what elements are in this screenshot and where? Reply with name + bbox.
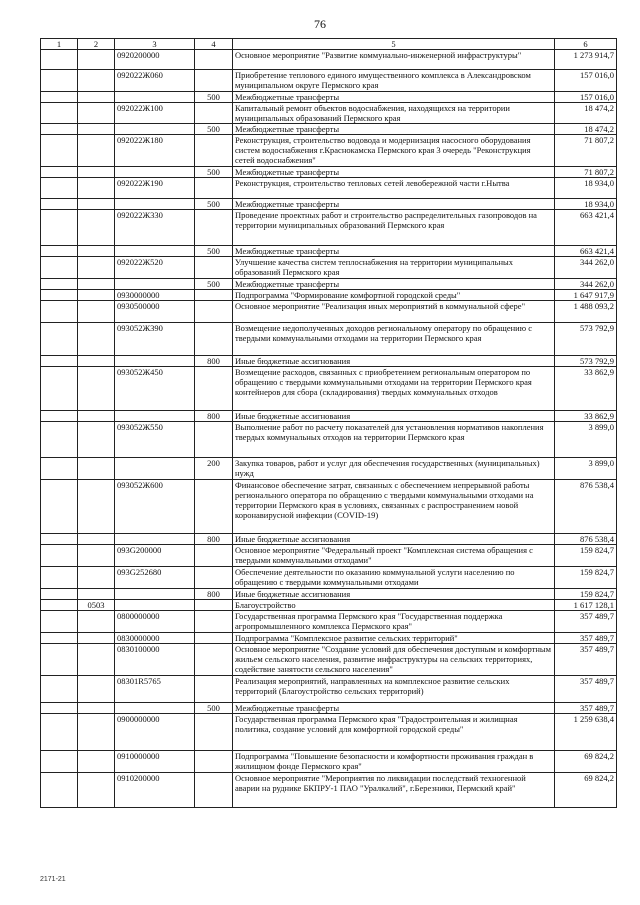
target-article-code (115, 600, 195, 611)
page-number: 76 (314, 17, 326, 31)
subsection-code (78, 480, 115, 534)
table-row (41, 633, 617, 644)
amount: 33 862,9 (555, 411, 617, 422)
amount: 663 421,4 (555, 246, 617, 257)
section-code (41, 714, 78, 751)
subsection-code (78, 178, 115, 199)
item-name: Подпрограмма "Повышение безопасности и комфортности проживания граждан в жилищном фонде Пермского края" (233, 751, 555, 773)
item-name: Межбюджетные трансферты (233, 246, 555, 257)
section-code (41, 356, 78, 367)
item-name: Межбюджетные трансферты (233, 703, 555, 714)
amount: 357 489,7 (555, 644, 617, 676)
subsection-code (78, 773, 115, 808)
amount: 344 262,0 (555, 257, 617, 279)
item-name: Межбюджетные трансферты (233, 167, 555, 178)
table-row (41, 167, 617, 178)
target-article-code: 092022Ж100 (115, 103, 195, 124)
subsection-code (78, 534, 115, 545)
target-article-code (115, 279, 195, 290)
expense-type-code (195, 545, 233, 567)
section-code (41, 50, 78, 70)
item-name: Благоустройство (233, 600, 555, 611)
table-row (41, 611, 617, 633)
subsection-code: 0503 (78, 600, 115, 611)
table-body (41, 50, 617, 808)
subsection-code (78, 545, 115, 567)
subsection-code (78, 290, 115, 301)
item-name: Иные бюджетные ассигнования (233, 589, 555, 600)
amount: 1 259 638,4 (555, 714, 617, 751)
amount: 573 792,9 (555, 356, 617, 367)
target-article-code: 093052Ж390 (115, 323, 195, 356)
amount: 357 489,7 (555, 633, 617, 644)
item-name: Возмещение недополученных доходов региональному оператору по обращению с твердыми коммунальными отходами на территории Пермского края (233, 323, 555, 356)
item-name: Иные бюджетные ассигнования (233, 411, 555, 422)
section-code (41, 422, 78, 458)
item-name: Межбюджетные трансферты (233, 199, 555, 210)
table-row (41, 92, 617, 103)
section-code (41, 70, 78, 92)
item-name: Межбюджетные трансферты (233, 279, 555, 290)
item-name: Реализация мероприятий, направленных на комплексное развитие сельских территорий (Благоустройство сельских территорий) (233, 676, 555, 703)
table-row (41, 323, 617, 356)
target-article-code (115, 458, 195, 480)
section-code (41, 773, 78, 808)
expense-type-code: 500 (195, 124, 233, 135)
table-row (41, 589, 617, 600)
subsection-code (78, 644, 115, 676)
section-code (41, 411, 78, 422)
section-code (41, 703, 78, 714)
expense-type-code (195, 480, 233, 534)
section-code (41, 567, 78, 589)
item-name: Межбюджетные трансферты (233, 92, 555, 103)
expense-type-code (195, 676, 233, 703)
expense-type-code (195, 773, 233, 808)
subsection-code (78, 676, 115, 703)
table-row (41, 103, 617, 124)
section-code (41, 199, 78, 210)
target-article-code: 0920200000 (115, 50, 195, 70)
expense-type-code (195, 290, 233, 301)
subsection-code (78, 135, 115, 167)
section-code (41, 257, 78, 279)
table-row (41, 50, 617, 70)
subsection-code (78, 257, 115, 279)
target-article-code (115, 534, 195, 545)
amount: 157 016,0 (555, 92, 617, 103)
header-col-3: 3 (115, 39, 195, 50)
subsection-code (78, 323, 115, 356)
expense-type-code (195, 714, 233, 751)
table-row (41, 70, 617, 92)
table-row (41, 178, 617, 199)
section-code (41, 644, 78, 676)
expense-type-code: 800 (195, 356, 233, 367)
subsection-code (78, 199, 115, 210)
expense-type-code (195, 103, 233, 124)
expense-type-code (195, 323, 233, 356)
item-name: Обеспечение деятельности по оказанию коммунальной услуги населению по обращению с твердыми коммунальными отходами (233, 567, 555, 589)
section-code (41, 480, 78, 534)
amount: 1 647 917,9 (555, 290, 617, 301)
table-row (41, 480, 617, 534)
subsection-code (78, 246, 115, 257)
target-article-code (115, 167, 195, 178)
table-row (41, 422, 617, 458)
expense-type-code (195, 751, 233, 773)
table-row (41, 676, 617, 703)
expense-type-code (195, 422, 233, 458)
item-name: Финансовое обеспечение затрат, связанных с обеспечением непрерывной работы регионального оператора по обращению с твердыми коммунальными отходами на территории Пермского края в условиях, связанных с распространением новой коронавирусной инфекции (COVID-19) (233, 480, 555, 534)
amount: 357 489,7 (555, 611, 617, 633)
header-col-6: 6 (555, 39, 617, 50)
target-article-code: 093052Ж600 (115, 480, 195, 534)
section-code (41, 534, 78, 545)
section-code (41, 323, 78, 356)
table-row (41, 644, 617, 676)
target-article-code: 0830100000 (115, 644, 195, 676)
amount: 1 617 128,1 (555, 600, 617, 611)
amount: 876 538,4 (555, 480, 617, 534)
subsection-code (78, 411, 115, 422)
subsection-code (78, 751, 115, 773)
section-code (41, 246, 78, 257)
table-row (41, 301, 617, 323)
amount: 663 421,4 (555, 210, 617, 246)
budget-table (40, 38, 617, 808)
table-row (41, 773, 617, 808)
expense-type-code: 500 (195, 199, 233, 210)
table-row (41, 411, 617, 422)
expense-type-code (195, 367, 233, 411)
subsection-code (78, 210, 115, 246)
target-article-code (115, 199, 195, 210)
amount: 157 016,0 (555, 70, 617, 92)
amount: 159 824,7 (555, 545, 617, 567)
subsection-code (78, 50, 115, 70)
item-name: Подпрограмма "Комплексное развитие сельских территорий" (233, 633, 555, 644)
subsection-code (78, 70, 115, 92)
item-name: Государственная программа Пермского края "Государственная поддержка агропромышленного комплекса Пермского края" (233, 611, 555, 633)
subsection-code (78, 124, 115, 135)
subsection-code (78, 458, 115, 480)
expense-type-code: 500 (195, 92, 233, 103)
section-code (41, 676, 78, 703)
expense-type-code (195, 70, 233, 92)
subsection-code (78, 567, 115, 589)
table-row (41, 714, 617, 751)
item-name: Основное мероприятие "Мероприятия по ликвидации последствий техногенной аварии на руднике БКПРУ-1 ПАО "Уралкалий", г.Березники, Пермский край" (233, 773, 555, 808)
table-row (41, 600, 617, 611)
target-article-code (115, 411, 195, 422)
item-name: Иные бюджетные ассигнования (233, 356, 555, 367)
amount: 33 862,9 (555, 367, 617, 411)
subsection-code (78, 633, 115, 644)
header-col-1: 1 (41, 39, 78, 50)
expense-type-code: 800 (195, 534, 233, 545)
subsection-code (78, 356, 115, 367)
expense-type-code (195, 50, 233, 70)
expense-type-code: 200 (195, 458, 233, 480)
table-row (41, 257, 617, 279)
table-row (41, 246, 617, 257)
amount: 18 934,0 (555, 199, 617, 210)
subsection-code (78, 589, 115, 600)
target-article-code: 0930000000 (115, 290, 195, 301)
subsection-code (78, 422, 115, 458)
amount: 357 489,7 (555, 703, 617, 714)
item-name: Межбюджетные трансферты (233, 124, 555, 135)
item-name: Выполнение работ по расчету показателей для установления нормативов накопления твердых коммунальных отходов на территории Пермского края (233, 422, 555, 458)
subsection-code (78, 301, 115, 323)
section-code (41, 600, 78, 611)
section-code (41, 545, 78, 567)
expense-type-code: 800 (195, 411, 233, 422)
section-code (41, 633, 78, 644)
target-article-code: 092022Ж180 (115, 135, 195, 167)
amount: 71 807,2 (555, 167, 617, 178)
amount: 357 489,7 (555, 676, 617, 703)
section-code (41, 301, 78, 323)
amount: 18 474,2 (555, 124, 617, 135)
subsection-code (78, 367, 115, 411)
expense-type-code (195, 135, 233, 167)
target-article-code (115, 92, 195, 103)
expense-type-code: 800 (195, 589, 233, 600)
item-name: Иные бюджетные ассигнования (233, 534, 555, 545)
table-row (41, 124, 617, 135)
section-code (41, 290, 78, 301)
section-code (41, 279, 78, 290)
expense-type-code (195, 644, 233, 676)
target-article-code (115, 246, 195, 257)
section-code (41, 210, 78, 246)
target-article-code: 093052Ж450 (115, 367, 195, 411)
header-col-4: 4 (195, 39, 233, 50)
document-code: 2171-21 (40, 876, 66, 883)
section-code (41, 178, 78, 199)
item-name: Основное мероприятие "Реализация иных мероприятий в коммунальной сфере" (233, 301, 555, 323)
amount: 71 807,2 (555, 135, 617, 167)
table-row (41, 290, 617, 301)
target-article-code: 0910000000 (115, 751, 195, 773)
target-article-code: 093G252680 (115, 567, 195, 589)
expense-type-code (195, 301, 233, 323)
table-row (41, 567, 617, 589)
table-row (41, 545, 617, 567)
target-article-code: 093G200000 (115, 545, 195, 567)
item-name: Основное мероприятие "Развитие коммунально-инженерной инфраструктуры" (233, 50, 555, 70)
amount: 573 792,9 (555, 323, 617, 356)
section-code (41, 92, 78, 103)
amount: 69 824,2 (555, 773, 617, 808)
subsection-code (78, 714, 115, 751)
amount: 1 273 914,7 (555, 50, 617, 70)
target-article-code (115, 589, 195, 600)
section-code (41, 589, 78, 600)
expense-type-code (195, 210, 233, 246)
table-row (41, 703, 617, 714)
expense-type-code (195, 633, 233, 644)
item-name: Государственная программа Пермского края "Градостроительная и жилищная политика, создание условий для комфортной городской среды" (233, 714, 555, 751)
amount: 159 824,7 (555, 567, 617, 589)
target-article-code: 092022Ж330 (115, 210, 195, 246)
expense-type-code: 500 (195, 279, 233, 290)
item-name: Улучшение качества систем теплоснабжения на территории муниципальных образований Пермского края (233, 257, 555, 279)
section-code (41, 751, 78, 773)
table-header-row (41, 39, 617, 50)
amount: 3 899,0 (555, 422, 617, 458)
section-code (41, 103, 78, 124)
amount: 1 488 093,2 (555, 301, 617, 323)
item-name: Проведение проектных работ и строительство распределительных газопроводов на территории муниципальных образований Пермского края (233, 210, 555, 246)
header-col-2: 2 (78, 39, 115, 50)
target-article-code: 08301R5765 (115, 676, 195, 703)
amount: 18 474,2 (555, 103, 617, 124)
subsection-code (78, 167, 115, 178)
table-row (41, 210, 617, 246)
table-row (41, 356, 617, 367)
expense-type-code: 500 (195, 246, 233, 257)
section-code (41, 124, 78, 135)
target-article-code (115, 703, 195, 714)
target-article-code: 0800000000 (115, 611, 195, 633)
item-name: Реконструкция, строительство водовода и модернизация насосного оборудования систем водоснабжения г.Краснокамска Пермского края 3 очередь "Реконструкция сетей водоснабжения" (233, 135, 555, 167)
target-article-code: 0910200000 (115, 773, 195, 808)
item-name: Возмещение расходов, связанных с приобретением региональным оператором по обращению с твердыми коммунальными отходами на территории Пермского края контейнеров для сбора (складирования) твердых коммунальных отходов (233, 367, 555, 411)
section-code (41, 367, 78, 411)
expense-type-code (195, 257, 233, 279)
amount: 18 934,0 (555, 178, 617, 199)
amount: 344 262,0 (555, 279, 617, 290)
table-row (41, 458, 617, 480)
item-name: Приобретение теплового единого имущественного комплекса в Александровском муниципальном округе Пермского края (233, 70, 555, 92)
table-row (41, 751, 617, 773)
table-row (41, 534, 617, 545)
table-row (41, 199, 617, 210)
amount: 876 538,4 (555, 534, 617, 545)
item-name: Основное мероприятие "Создание условий для обеспечения доступным и комфортным жильем сельского населения, развитие инфраструктуры на сельских территориях, содействие занятости сельского населения" (233, 644, 555, 676)
amount: 3 899,0 (555, 458, 617, 480)
table-row (41, 279, 617, 290)
subsection-code (78, 279, 115, 290)
subsection-code (78, 611, 115, 633)
item-name: Подпрограмма "Формирование комфортной городской среды" (233, 290, 555, 301)
expense-type-code: 500 (195, 167, 233, 178)
target-article-code: 0830000000 (115, 633, 195, 644)
target-article-code: 0930500000 (115, 301, 195, 323)
expense-type-code (195, 600, 233, 611)
expense-type-code (195, 567, 233, 589)
item-name: Основное мероприятие "Федеральный проект "Комплексная система обращения с твердыми коммунальными отходами" (233, 545, 555, 567)
subsection-code (78, 703, 115, 714)
amount: 159 824,7 (555, 589, 617, 600)
section-code (41, 167, 78, 178)
section-code (41, 611, 78, 633)
expense-type-code (195, 178, 233, 199)
subsection-code (78, 92, 115, 103)
target-article-code: 092022Ж060 (115, 70, 195, 92)
section-code (41, 135, 78, 167)
target-article-code: 093052Ж550 (115, 422, 195, 458)
table-row (41, 367, 617, 411)
target-article-code: 0900000000 (115, 714, 195, 751)
expense-type-code: 500 (195, 703, 233, 714)
subsection-code (78, 103, 115, 124)
target-article-code: 092022Ж190 (115, 178, 195, 199)
section-code (41, 458, 78, 480)
table-row (41, 135, 617, 167)
item-name: Закупка товаров, работ и услуг для обеспечения государственных (муниципальных) нужд (233, 458, 555, 480)
item-name: Реконструкция, строительство тепловых сетей левобережной части г.Нытва (233, 178, 555, 199)
amount: 69 824,2 (555, 751, 617, 773)
target-article-code (115, 124, 195, 135)
target-article-code: 092022Ж520 (115, 257, 195, 279)
expense-type-code (195, 611, 233, 633)
target-article-code (115, 356, 195, 367)
header-col-5: 5 (233, 39, 555, 50)
item-name: Капитальный ремонт объектов водоснабжения, находящихся на территории муниципальных образований Пермского края (233, 103, 555, 124)
